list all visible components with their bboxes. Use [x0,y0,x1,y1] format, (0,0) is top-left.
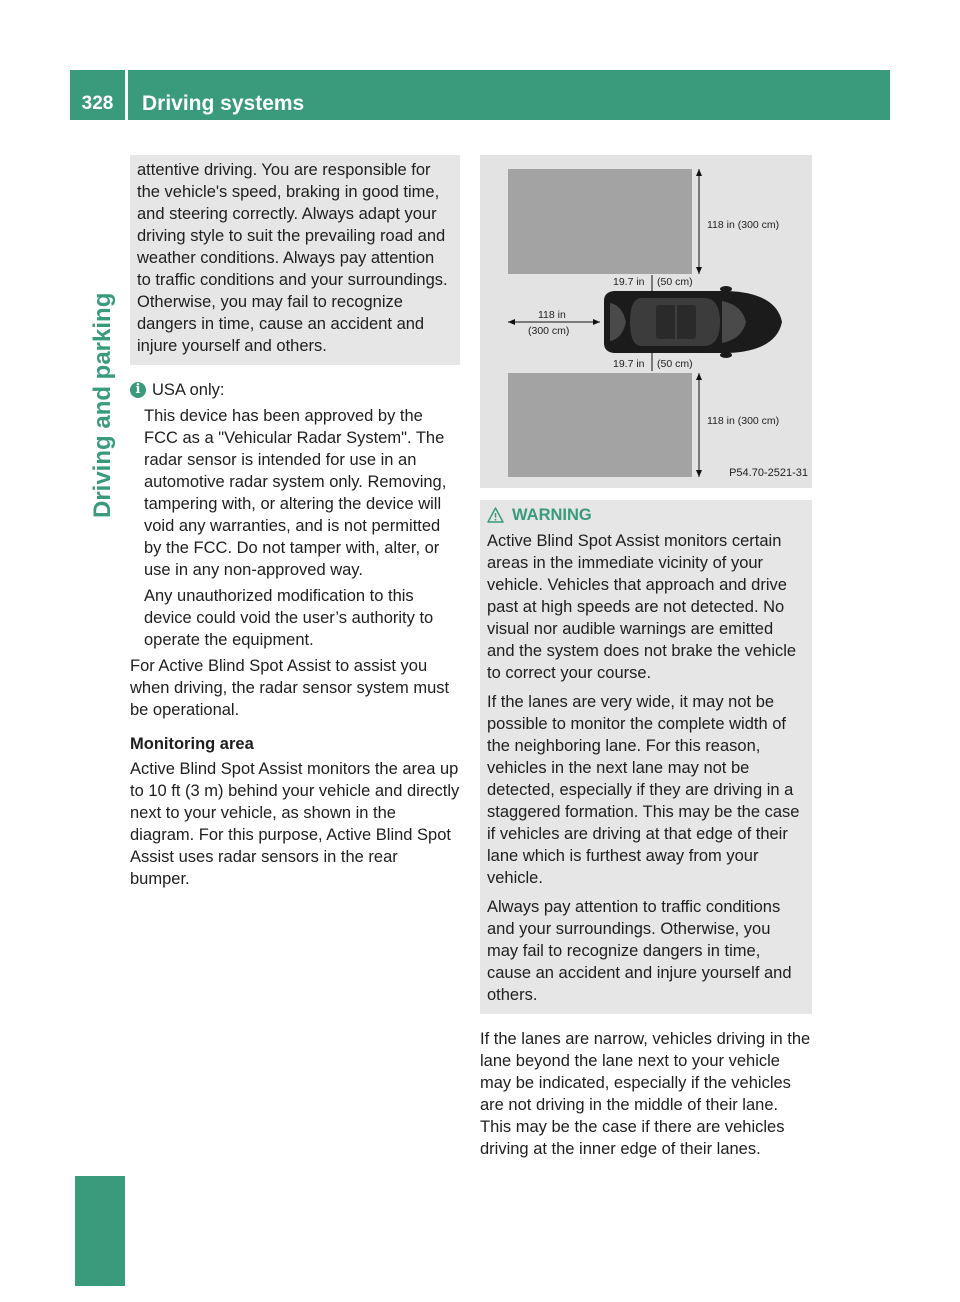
car-top-view-icon [604,286,782,358]
side-block [75,1176,125,1286]
figure-id: P54.70-2521-31 [729,467,808,479]
info-body [144,405,460,651]
warning-box [480,500,812,1014]
arrow-head [508,319,515,325]
top-gap-cm-label: (50 cm) [657,276,693,288]
bottom-gap-label: 19.7 in [613,358,645,370]
monitoring-area-diagram [480,155,812,488]
page-number: 328 [81,93,114,114]
arrow-head [696,373,702,380]
rear-length-cm-label: (300 cm) [528,325,570,337]
info-heading: USA only: [152,381,225,399]
info-icon: i [130,382,146,398]
warning-paragraph: Active Blind Spot Assist monitors certain areas in the immediate vicinity of your vehicle. Vehicles that approach and drive past at high speeds are not detected. No visual nor audible warnings are emitted and the system does not brake the vehicle to correct your course. [487,532,797,682]
warning-paragraph: Always pay attention to traffic conditions and your surroundings. Otherwise, you may fail to recognize dangers in time, cause an accident and injure yourself and others. [487,898,792,1004]
arrow-head [696,169,702,176]
warning-paragraph: If the lanes are very wide, it may not be possible to monitor the complete width of the neighboring lane. For this reason, vehicles in the next lane may not be detected, especially if they are driving in a staggered formation. This may be the case if vehicles are driving at that edge of their lane which is furthest away from your vehicle. [487,693,800,887]
closing-paragraph: If the lanes are narrow, vehicles driving in the lane beyond the lane next to your vehicle may be indicated, especially if the vehicles are not driving in the middle of their lane. This may be the case if there are vehicles driving at the inner edge of their lanes. [480,1030,811,1158]
right-column [480,155,812,1160]
warning-title: WARNING [512,506,592,524]
top-gap-label: 19.7 in [613,276,645,288]
top-length-label: 118 in (300 cm) [707,219,780,231]
monitoring-heading: Monitoring area [130,735,254,753]
rear-length-in-label: 118 in [538,309,566,321]
arrow-head [696,470,702,477]
info-paragraph: Any unauthorized modification to this device could void the user’s authority to operate the equipment. [144,587,434,649]
bottom-gap-cm-label: (50 cm) [657,358,693,370]
warning-continuation-text: attentive driving. You are responsible for the vehicle's speed, braking in good time, and steering correctly. Always adapt your driving style to suit the prevailing road and weather conditions. Always pay attention to traffic conditions and your surroundings. Otherwise, you may fail to recognize dangers in time, cause an accident and injure yourself and others. [137,161,448,355]
info-paragraph: This device has been approved by the FCC as a "Vehicular Radar System". The radar sensor is intended for use in an automotive radar system only. Removing, tampering with, or altering the device will void any warranties, and is not permitted by the FCC. Do not tamper with, alter, or use in any non-approved way. [144,407,447,579]
bottom-length-label: 118 in (300 cm) [707,415,780,427]
side-tab [75,130,125,580]
warning-continuation-box [130,155,460,365]
left-column [130,155,460,890]
diagram-lines [480,155,812,488]
intro-paragraph: For Active Blind Spot Assist to assist you when driving, the radar sensor system must be operational. [130,657,450,719]
arrow-head [593,319,600,325]
warning-triangle-icon [487,507,504,523]
side-tab-label: Driving and parking [89,292,116,518]
header-divider [125,70,128,120]
info-block [130,379,460,651]
section-title: Driving systems [142,92,305,115]
monitoring-paragraph: Active Blind Spot Assist monitors the area up to 10 ft (3 m) behind your vehicle and directly next to your vehicle, as shown in the diagram. For this purpose, Active Blind Spot Assist uses radar sensors in the rear bumper. [130,760,460,888]
warning-header [487,504,804,526]
arrow-head [696,267,702,274]
